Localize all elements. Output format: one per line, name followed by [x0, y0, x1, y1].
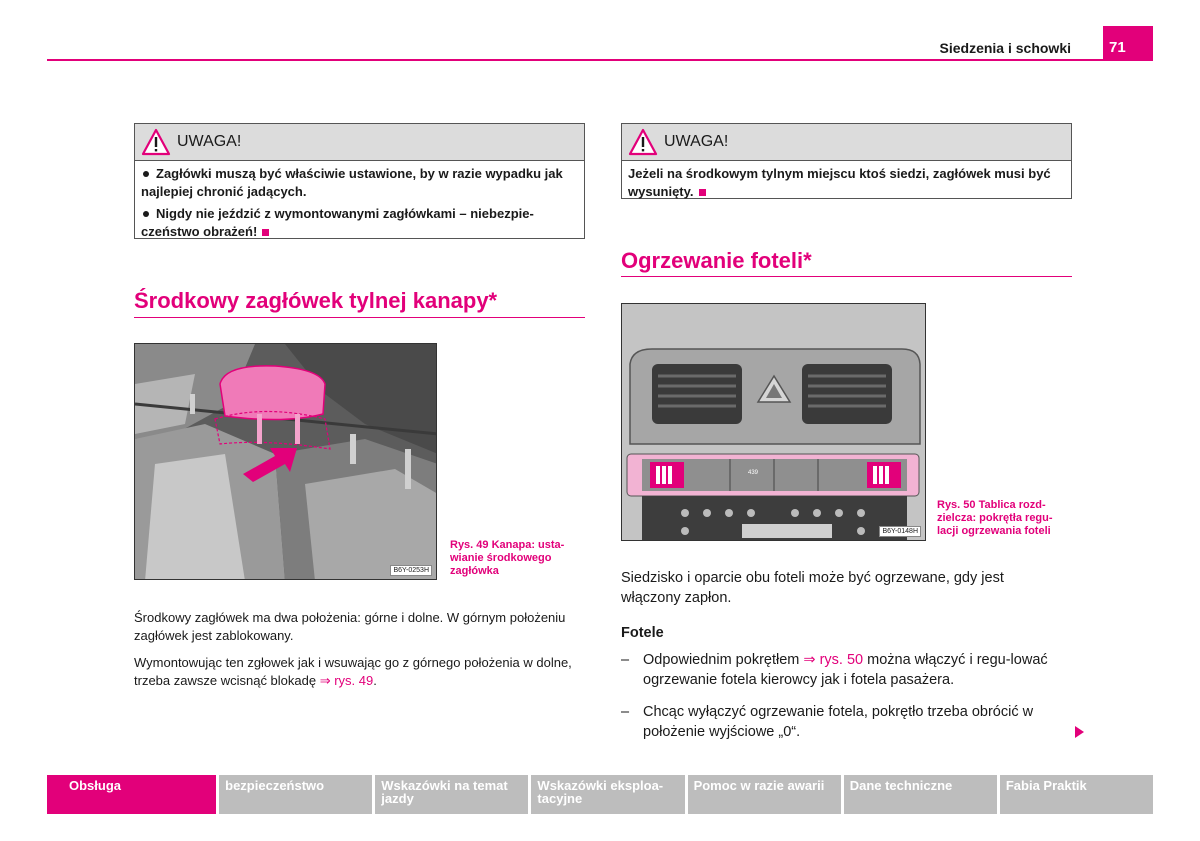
footer-tab-fabia-praktik[interactable]: Fabia Praktik: [1000, 775, 1153, 814]
warning-header: [135, 124, 584, 161]
section-title-seat-heating: Ogrzewanie foteli*: [621, 248, 812, 273]
running-header-title: Siedzenia i schowki: [939, 40, 1071, 56]
end-mark-icon: [699, 189, 706, 196]
list-item-text: Chcąc wyłączyć ogrzewanie fotela, pokrętło trzeba obrócić w położenie wyjściowe „0“.: [643, 704, 1034, 740]
dash-marker: –: [621, 704, 630, 720]
figure-reference-link[interactable]: ⇒ rys. 49: [319, 673, 374, 688]
footer-tab-bezpieczenstwo[interactable]: bezpieczeństwo: [219, 775, 372, 814]
figure-code: B6Y-0148H: [879, 526, 921, 537]
dashboard-display-text: 439: [748, 470, 759, 476]
warning-item: Jeżeli na środkowym tylnym miejscu ktoś siedzi, zagłówek musi być wysunięty.: [628, 166, 1051, 199]
warning-box-left: [134, 123, 585, 239]
warning-triangle-icon: [141, 128, 171, 156]
dash-marker: –: [621, 652, 630, 668]
footer-nav: [47, 775, 1153, 814]
footer-tab-dane-techniczne[interactable]: Dane techniczne: [844, 775, 997, 814]
figure-code: B6Y-0253H: [390, 565, 432, 576]
end-mark-icon: [262, 229, 269, 236]
figure-caption-49: Rys. 49 Kanapa: usta- wianie środkowego zagłówka: [450, 539, 565, 577]
warning-item: Zagłówki muszą być właściwie ustawione, by w razie wypadku jak najlepiej chronić jadących.: [141, 166, 563, 199]
figure-caption-50: Rys. 50 Tablica rozd- zielcza: pokrętła regu- lacji ogrzewania foteli: [937, 499, 1053, 537]
section-rule: [621, 276, 1072, 277]
warning-triangle-icon: [628, 128, 658, 156]
warning-header: [622, 124, 1071, 161]
list-item: [621, 702, 1071, 742]
dashboard-illustration: [622, 304, 926, 541]
footer-tab-obsluga[interactable]: Obsługa: [47, 775, 216, 814]
list-item-text: Odpowiednim pokrętłem ⇒ rys. 50 można włączyć i regu-lować ogrzewanie fotela kierowcy jak i fotela pasażera.: [643, 652, 1048, 688]
header-rule: [47, 59, 1153, 61]
bullet-icon: [143, 211, 149, 217]
warning-title: UWAGA!: [177, 133, 242, 150]
page-number: 71: [1103, 26, 1153, 61]
warning-item: Nigdy nie jeździć z wymontowanymi zagłówkami – niebezpie-czeństwo obrażeń!: [141, 206, 534, 239]
footer-tab-pomoc[interactable]: Pomoc w razie awarii: [688, 775, 841, 814]
rear-seat-illustration: [135, 344, 437, 580]
warning-box-right: [621, 123, 1072, 199]
bullet-icon: [143, 171, 149, 177]
intro-paragraph: Siedzisko i oparcie obu foteli może być ogrzewane, gdy jest włączony zapłon.: [621, 570, 1004, 606]
section-title-headrest: Środkowy zagłówek tylnej kanapy*: [134, 288, 498, 313]
continue-arrow-icon: [1075, 726, 1084, 738]
figure-dashboard-heating: [621, 303, 926, 541]
section-rule: [134, 317, 585, 318]
warning-body: [135, 161, 584, 249]
figure-rear-seat-headrest: [134, 343, 437, 580]
figure-reference-link[interactable]: ⇒ rys. 50: [803, 652, 864, 668]
warning-body: [622, 161, 1071, 209]
footer-tab-wskazowki-eksploatacyjne[interactable]: Wskazówki eksploa-tacyjne: [531, 775, 684, 814]
paragraph: Środkowy zagłówek ma dwa położenia: górne i dolne. W górnym położeniu zagłówek jest zablokowany.: [134, 610, 566, 643]
footer-tab-wskazowki-jazdy[interactable]: Wskazówki na temat jazdy: [375, 775, 528, 814]
warning-title: UWAGA!: [664, 133, 729, 150]
subheading-fotele: Fotele: [621, 625, 664, 641]
paragraph: Wymontowując ten zgłowek jak i wsuwając go z górnego położenia w dolne, trzeba zawsze wcisnąć blokadę ⇒ rys. 49.: [134, 655, 572, 688]
list-item: [621, 650, 1071, 690]
